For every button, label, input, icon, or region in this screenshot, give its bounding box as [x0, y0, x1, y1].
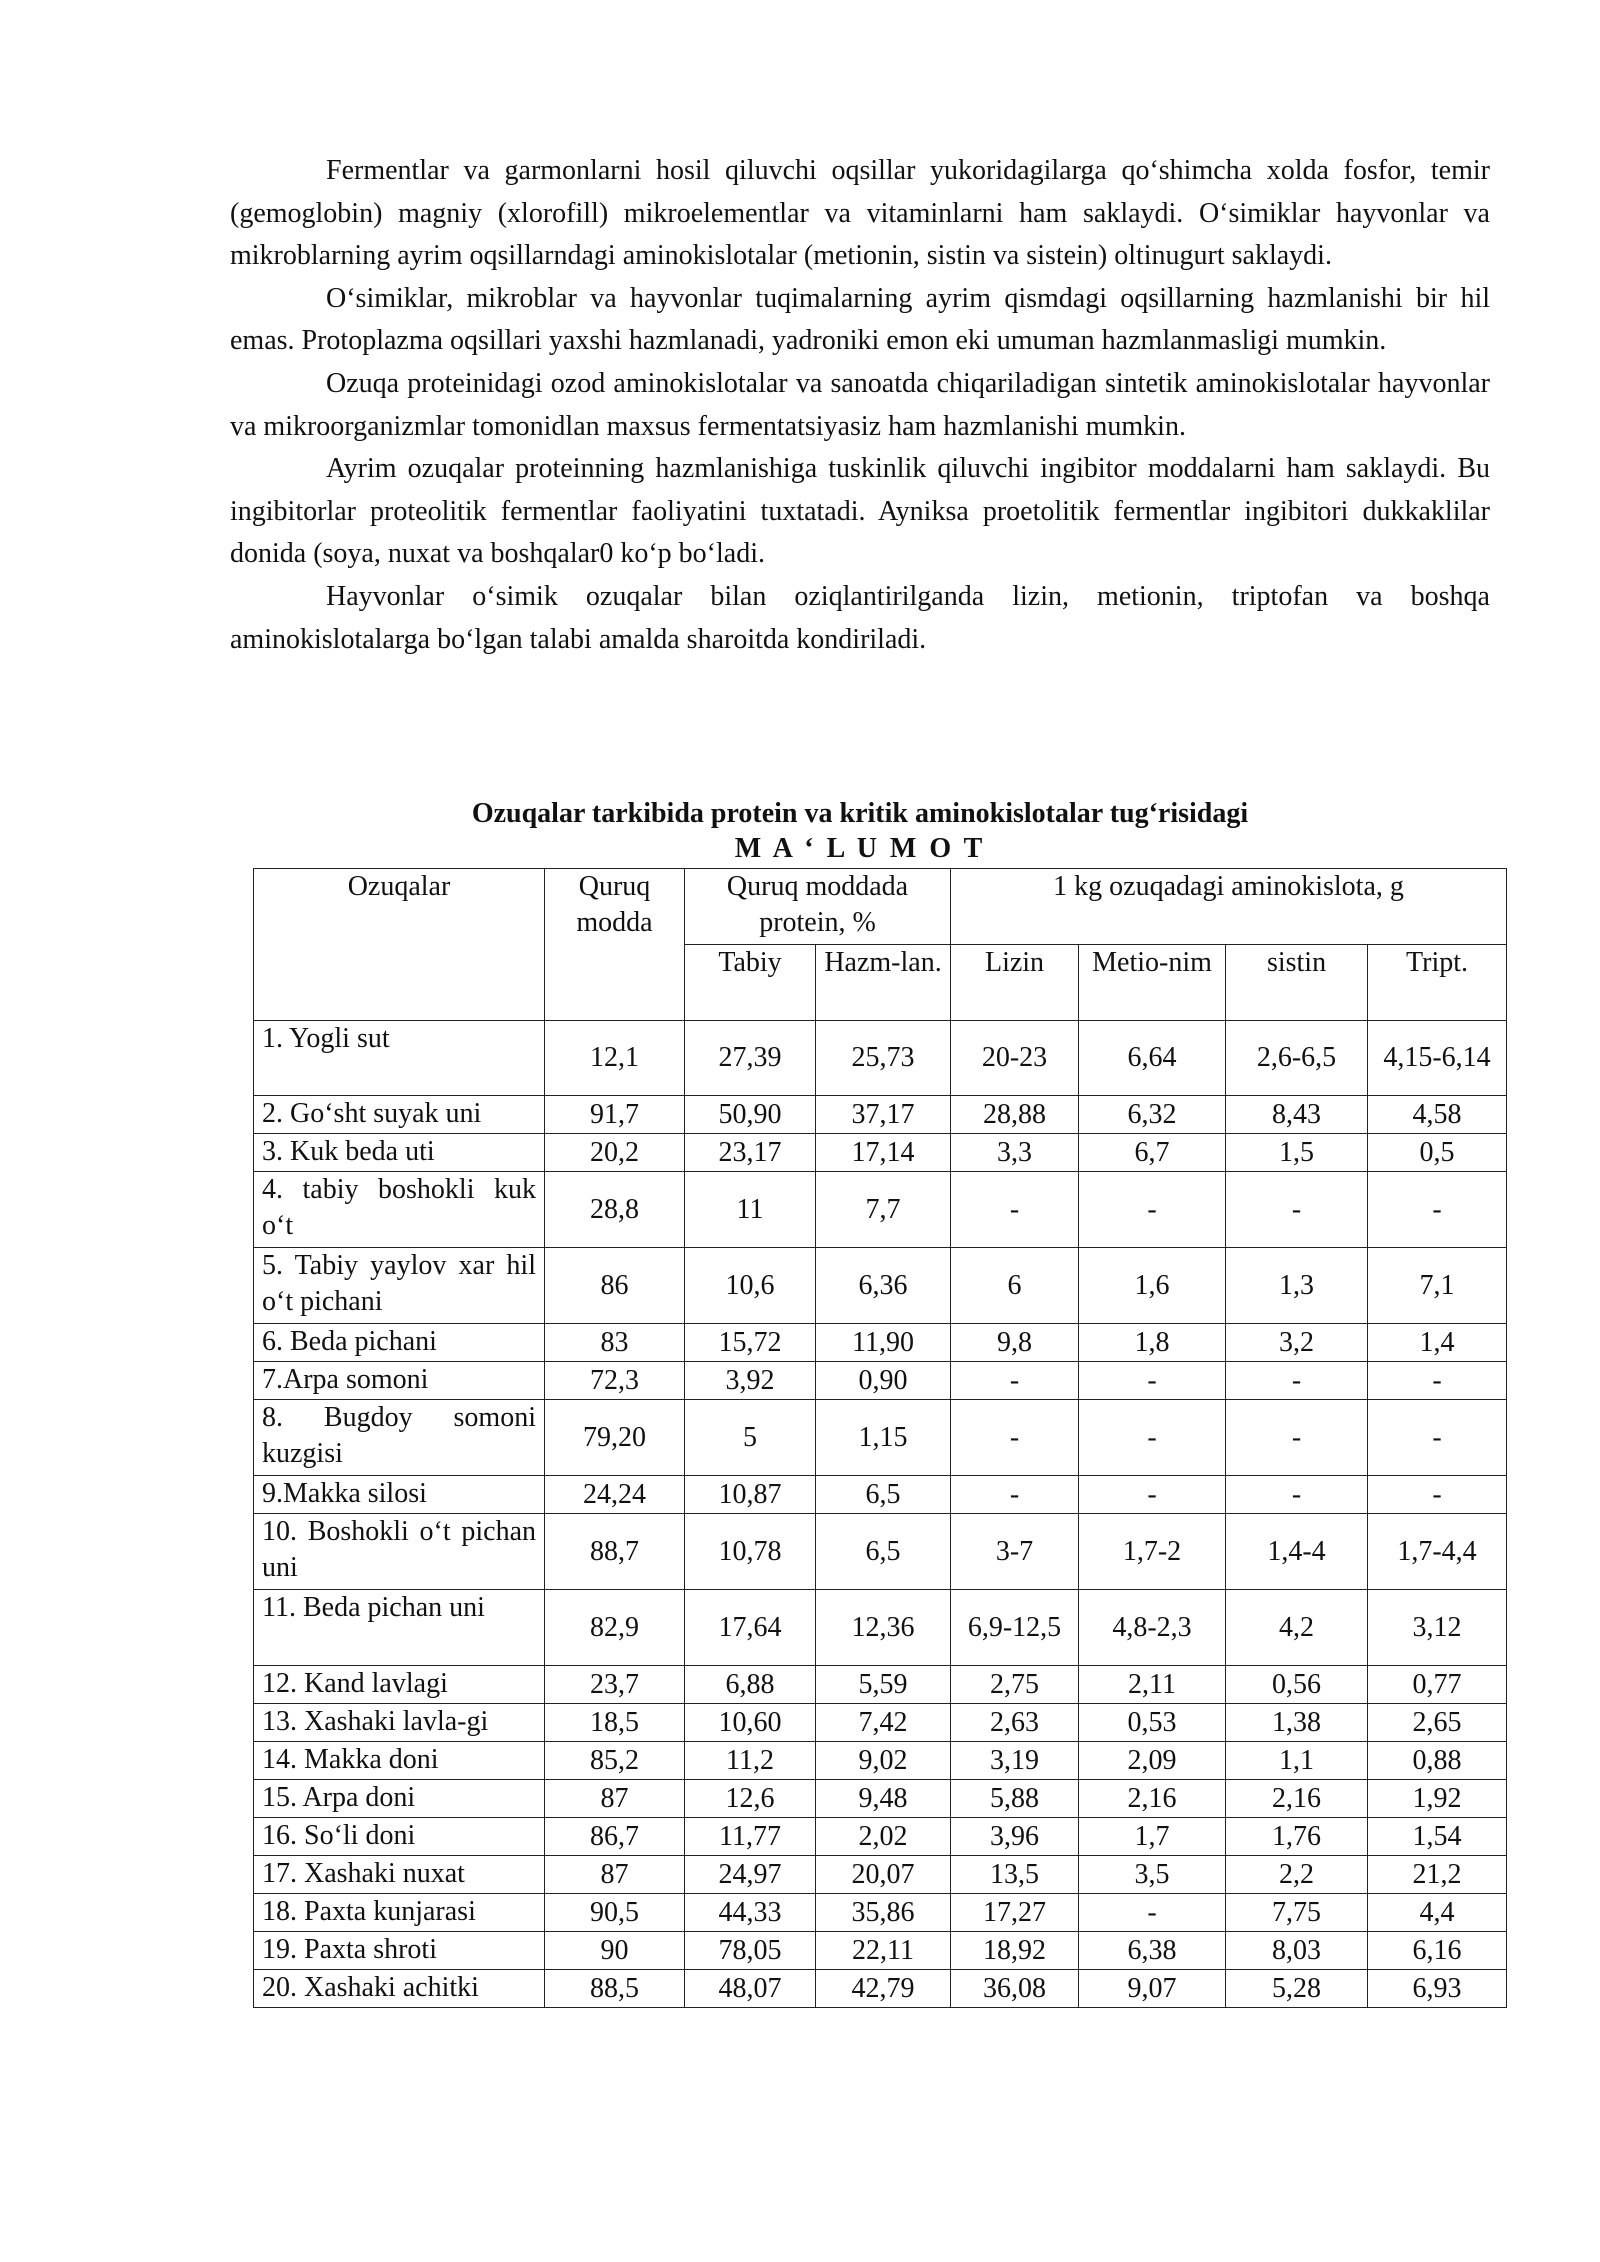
value-cell: 20-23	[951, 1021, 1079, 1096]
table-row	[254, 1514, 1507, 1590]
value-cell: -	[1079, 1172, 1226, 1248]
feed-name-cell: 2. Go‘sht suyak uni	[254, 1096, 545, 1134]
value-cell: 24,97	[685, 1856, 816, 1894]
value-cell: -	[951, 1172, 1079, 1248]
value-cell: 2,16	[1226, 1780, 1368, 1818]
value-cell: 0,56	[1226, 1666, 1368, 1704]
feed-name-cell: 13. Xashaki lavla-gi	[254, 1704, 545, 1742]
value-cell: 21,2	[1368, 1856, 1507, 1894]
value-cell: 3,2	[1226, 1324, 1368, 1362]
value-cell: 1,6	[1079, 1248, 1226, 1324]
feed-name-cell: 3. Kuk beda uti	[254, 1134, 545, 1172]
header-methionine: Metio-nim	[1079, 945, 1226, 1021]
value-cell: 3,92	[685, 1362, 816, 1400]
value-cell: 17,14	[816, 1134, 951, 1172]
value-cell: 20,2	[545, 1134, 685, 1172]
table-row	[254, 1476, 1507, 1514]
value-cell: 2,6-6,5	[1226, 1021, 1368, 1096]
value-cell: 1,7-4,4	[1368, 1514, 1507, 1590]
value-cell: 83	[545, 1324, 685, 1362]
value-cell: 9,48	[816, 1780, 951, 1818]
paragraph: O‘simiklar, mikroblar va hayvonlar tuqimalarning ayrim qismdagi oqsillarning hazmlanishi bir hil emas. Protoplazma oqsillari yaxshi hazmlanadi, yadroniki emon eki umuman hazmlanmasligi mumkin.	[230, 282, 1490, 357]
value-cell: 8,43	[1226, 1096, 1368, 1134]
value-cell: 1,92	[1368, 1780, 1507, 1818]
body-text	[230, 150, 1490, 661]
value-cell: 7,1	[1368, 1248, 1507, 1324]
value-cell: 0,88	[1368, 1742, 1507, 1780]
value-cell: 90,5	[545, 1894, 685, 1932]
value-cell: 10,87	[685, 1476, 816, 1514]
value-cell: 27,39	[685, 1021, 816, 1096]
value-cell: -	[1226, 1476, 1368, 1514]
table-row	[254, 1780, 1507, 1818]
feed-name-cell: 19. Paxta shroti	[254, 1932, 545, 1970]
table-row	[254, 1856, 1507, 1894]
paragraph: Ozuqa proteinidagi ozod aminokislotalar va sanoatda chiqariladigan sintetik aminokislotalar hayvonlar va mikroorganizmlar tomonidlan maxsus fermentatsiyasiz ham hazmlanishi mumkin.	[230, 367, 1490, 442]
value-cell: 44,33	[685, 1894, 816, 1932]
value-cell: 9,02	[816, 1742, 951, 1780]
paragraph: Ayrim ozuqalar proteinning hazmlanishiga tuskinlik qiluvchi ingibitor moddalarni ham saklaydi. Bu ingibitorlar proteolitik fermentlar faoliyatini tuxtatadi. Ayniksa proetolitik fermentlar ingibitori dukkaklilar donida (soya, nuxat va boshqalar0 ko‘p bo‘ladi.	[230, 453, 1490, 570]
value-cell: -	[1368, 1172, 1507, 1248]
value-cell: 2,11	[1079, 1666, 1226, 1704]
value-cell: 90	[545, 1932, 685, 1970]
value-cell: 72,3	[545, 1362, 685, 1400]
value-cell: -	[1079, 1362, 1226, 1400]
value-cell: 2,75	[951, 1666, 1079, 1704]
value-cell: 2,02	[816, 1818, 951, 1856]
table-row	[254, 1400, 1507, 1476]
value-cell: 50,90	[685, 1096, 816, 1134]
value-cell: 9,8	[951, 1324, 1079, 1362]
value-cell: 6,93	[1368, 1970, 1507, 2008]
value-cell: -	[951, 1400, 1079, 1476]
table-row	[254, 1324, 1507, 1362]
value-cell: 12,1	[545, 1021, 685, 1096]
feed-name-cell: 12. Kand lavlagi	[254, 1666, 545, 1704]
table-row	[254, 1021, 1507, 1096]
table-row	[254, 1894, 1507, 1932]
value-cell: 6,38	[1079, 1932, 1226, 1970]
value-cell: 0,77	[1368, 1666, 1507, 1704]
feed-name-cell: 20. Xashaki achitki	[254, 1970, 545, 2008]
value-cell: 85,2	[545, 1742, 685, 1780]
table-row	[254, 1704, 1507, 1742]
value-cell: 3,5	[1079, 1856, 1226, 1894]
table-title: Ozuqalar tarkibida protein va kritik aminokislotalar tug‘risidagi	[471, 798, 1249, 829]
value-cell: 6,7	[1079, 1134, 1226, 1172]
value-cell: 1,15	[816, 1400, 951, 1476]
value-cell: -	[1226, 1362, 1368, 1400]
table-row	[254, 1590, 1507, 1666]
value-cell: -	[1226, 1172, 1368, 1248]
value-cell: 6,9-12,5	[951, 1590, 1079, 1666]
value-cell: 36,08	[951, 1970, 1079, 2008]
value-cell: 1,5	[1226, 1134, 1368, 1172]
value-cell: 23,17	[685, 1134, 816, 1172]
feed-name-cell: 11. Beda pichan uni	[254, 1590, 545, 1666]
value-cell: 91,7	[545, 1096, 685, 1134]
feed-name-cell: 8. Bugdoy somoni kuzgisi	[254, 1400, 545, 1476]
value-cell: 11,90	[816, 1324, 951, 1362]
feed-name-cell: 16. So‘li doni	[254, 1818, 545, 1856]
value-cell: 5,59	[816, 1666, 951, 1704]
value-cell: -	[1079, 1400, 1226, 1476]
value-cell: 3,3	[951, 1134, 1079, 1172]
value-cell: 17,27	[951, 1894, 1079, 1932]
value-cell: 4,15-6,14	[1368, 1021, 1507, 1096]
feed-name-cell: 9.Makka silosi	[254, 1476, 545, 1514]
header-natural: Tabiy	[685, 945, 816, 1021]
value-cell: 6,64	[1079, 1021, 1226, 1096]
value-cell: 10,6	[685, 1248, 816, 1324]
value-cell: 1,76	[1226, 1818, 1368, 1856]
table-row	[254, 1666, 1507, 1704]
value-cell: 13,5	[951, 1856, 1079, 1894]
feed-name-cell: 1. Yogli sut	[254, 1021, 545, 1096]
value-cell: 25,73	[816, 1021, 951, 1096]
table-row	[254, 1248, 1507, 1324]
value-cell: 1,7	[1079, 1818, 1226, 1856]
value-cell: 87	[545, 1856, 685, 1894]
feed-name-cell: 18. Paxta kunjarasi	[254, 1894, 545, 1932]
value-cell: 0,90	[816, 1362, 951, 1400]
feed-name-cell: 17. Xashaki nuxat	[254, 1856, 545, 1894]
value-cell: 2,09	[1079, 1742, 1226, 1780]
value-cell: 4,58	[1368, 1096, 1507, 1134]
value-cell: 12,6	[685, 1780, 816, 1818]
value-cell: 3-7	[951, 1514, 1079, 1590]
value-cell: 11,77	[685, 1818, 816, 1856]
table-row	[254, 1742, 1507, 1780]
value-cell: 2,16	[1079, 1780, 1226, 1818]
header-feed: Ozuqalar	[254, 869, 545, 1021]
value-cell: 28,8	[545, 1172, 685, 1248]
value-cell: 28,88	[951, 1096, 1079, 1134]
value-cell: 5,28	[1226, 1970, 1368, 2008]
value-cell: 3,12	[1368, 1590, 1507, 1666]
table-row	[254, 1970, 1507, 2008]
value-cell: 88,7	[545, 1514, 685, 1590]
value-cell: 4,8-2,3	[1079, 1590, 1226, 1666]
value-cell: 11	[685, 1172, 816, 1248]
value-cell: 3,96	[951, 1818, 1079, 1856]
value-cell: 6,16	[1368, 1932, 1507, 1970]
value-cell: 2,63	[951, 1704, 1079, 1742]
feed-name-cell: 5. Tabiy yaylov xar hil o‘t pichani	[254, 1248, 545, 1324]
header-lysine: Lizin	[951, 945, 1079, 1021]
value-cell: 6,88	[685, 1666, 816, 1704]
value-cell: 18,5	[545, 1704, 685, 1742]
value-cell: 18,92	[951, 1932, 1079, 1970]
feed-name-cell: 10. Boshokli o‘t pichan uni	[254, 1514, 545, 1590]
table-subtitle: M A ‘ L U M O T	[734, 833, 986, 864]
value-cell: 6	[951, 1248, 1079, 1324]
value-cell: 12,36	[816, 1590, 951, 1666]
table-row	[254, 1932, 1507, 1970]
data-table	[253, 868, 1507, 2008]
value-cell: 1,38	[1226, 1704, 1368, 1742]
value-cell: 6,32	[1079, 1096, 1226, 1134]
value-cell: 0,53	[1079, 1704, 1226, 1742]
value-cell: -	[1368, 1476, 1507, 1514]
value-cell: 87	[545, 1780, 685, 1818]
value-cell: 10,60	[685, 1704, 816, 1742]
value-cell: -	[951, 1362, 1079, 1400]
value-cell: 2,65	[1368, 1704, 1507, 1742]
value-cell: 22,11	[816, 1932, 951, 1970]
header-cystine: sistin	[1226, 945, 1368, 1021]
value-cell: 4,2	[1226, 1590, 1368, 1666]
value-cell: 24,24	[545, 1476, 685, 1514]
paragraph: Fermentlar va garmonlarni hosil qiluvchi oqsillar yukoridagilarga qo‘shimcha xolda fosfor, temir (gemoglobin) magniy (xlorofill) mikroelementlar va vitaminlarni ham saklaydi. O‘simiklar hayvonlar va mikroblarning ayrim oqsillarndagi aminokislotalar (metionin, sistin va sistein) oltinugurt saklaydi.	[230, 155, 1490, 272]
value-cell: 37,17	[816, 1096, 951, 1134]
value-cell: 86,7	[545, 1818, 685, 1856]
value-cell: 79,20	[545, 1400, 685, 1476]
header-dry-matter: Quruq modda	[545, 869, 685, 1021]
value-cell: 8,03	[1226, 1932, 1368, 1970]
feed-name-cell: 4. tabiy boshokli kuk o‘t	[254, 1172, 545, 1248]
value-cell: 6,36	[816, 1248, 951, 1324]
value-cell: 7,42	[816, 1704, 951, 1742]
feed-name-cell: 6. Beda pichani	[254, 1324, 545, 1362]
value-cell: 42,79	[816, 1970, 951, 2008]
value-cell: -	[951, 1476, 1079, 1514]
value-cell: 88,5	[545, 1970, 685, 2008]
value-cell: 7,75	[1226, 1894, 1368, 1932]
table-row	[254, 1134, 1507, 1172]
value-cell: 1,7-2	[1079, 1514, 1226, 1590]
value-cell: 1,54	[1368, 1818, 1507, 1856]
header-digestible: Hazm-lan.	[816, 945, 951, 1021]
feed-name-cell: 7.Arpa somoni	[254, 1362, 545, 1400]
value-cell: 9,07	[1079, 1970, 1226, 2008]
value-cell: -	[1079, 1476, 1226, 1514]
value-cell: 3,19	[951, 1742, 1079, 1780]
value-cell: 15,72	[685, 1324, 816, 1362]
value-cell: 6,5	[816, 1514, 951, 1590]
table-row	[254, 1172, 1507, 1248]
value-cell: 20,07	[816, 1856, 951, 1894]
value-cell: 1,8	[1079, 1324, 1226, 1362]
value-cell: 10,78	[685, 1514, 816, 1590]
value-cell: 35,86	[816, 1894, 951, 1932]
value-cell: 4,4	[1368, 1894, 1507, 1932]
value-cell: 48,07	[685, 1970, 816, 2008]
value-cell: 7,7	[816, 1172, 951, 1248]
table-row	[254, 1818, 1507, 1856]
value-cell: 78,05	[685, 1932, 816, 1970]
header-amino-group: 1 kg ozuqadagi aminokislota, g	[951, 869, 1507, 945]
value-cell: 1,4-4	[1226, 1514, 1368, 1590]
value-cell: -	[1368, 1400, 1507, 1476]
value-cell: 86	[545, 1248, 685, 1324]
value-cell: 2,2	[1226, 1856, 1368, 1894]
feed-name-cell: 15. Arpa doni	[254, 1780, 545, 1818]
value-cell: 5,88	[951, 1780, 1079, 1818]
paragraph: Hayvonlar o‘simik ozuqalar bilan oziqlantirilganda lizin, metionin, triptofan va boshqa aminokislotalarga bo‘lgan talabi amalda sharoitda kondiriladi.	[230, 580, 1490, 655]
table-header-row	[254, 869, 1507, 945]
value-cell: 17,64	[685, 1590, 816, 1666]
value-cell: 11,2	[685, 1742, 816, 1780]
value-cell: 5	[685, 1400, 816, 1476]
table-row	[254, 1362, 1507, 1400]
value-cell: 1,4	[1368, 1324, 1507, 1362]
table-row	[254, 1096, 1507, 1134]
value-cell: 0,5	[1368, 1134, 1507, 1172]
feed-name-cell: 14. Makka doni	[254, 1742, 545, 1780]
value-cell: -	[1226, 1400, 1368, 1476]
header-tryptophan: Tript.	[1368, 945, 1507, 1021]
value-cell: 1,3	[1226, 1248, 1368, 1324]
value-cell: 1,1	[1226, 1742, 1368, 1780]
header-protein-group: Quruq moddada protein, %	[685, 869, 951, 945]
value-cell: -	[1079, 1894, 1226, 1932]
value-cell: 6,5	[816, 1476, 951, 1514]
value-cell: 23,7	[545, 1666, 685, 1704]
value-cell: 82,9	[545, 1590, 685, 1666]
value-cell: -	[1368, 1362, 1507, 1400]
